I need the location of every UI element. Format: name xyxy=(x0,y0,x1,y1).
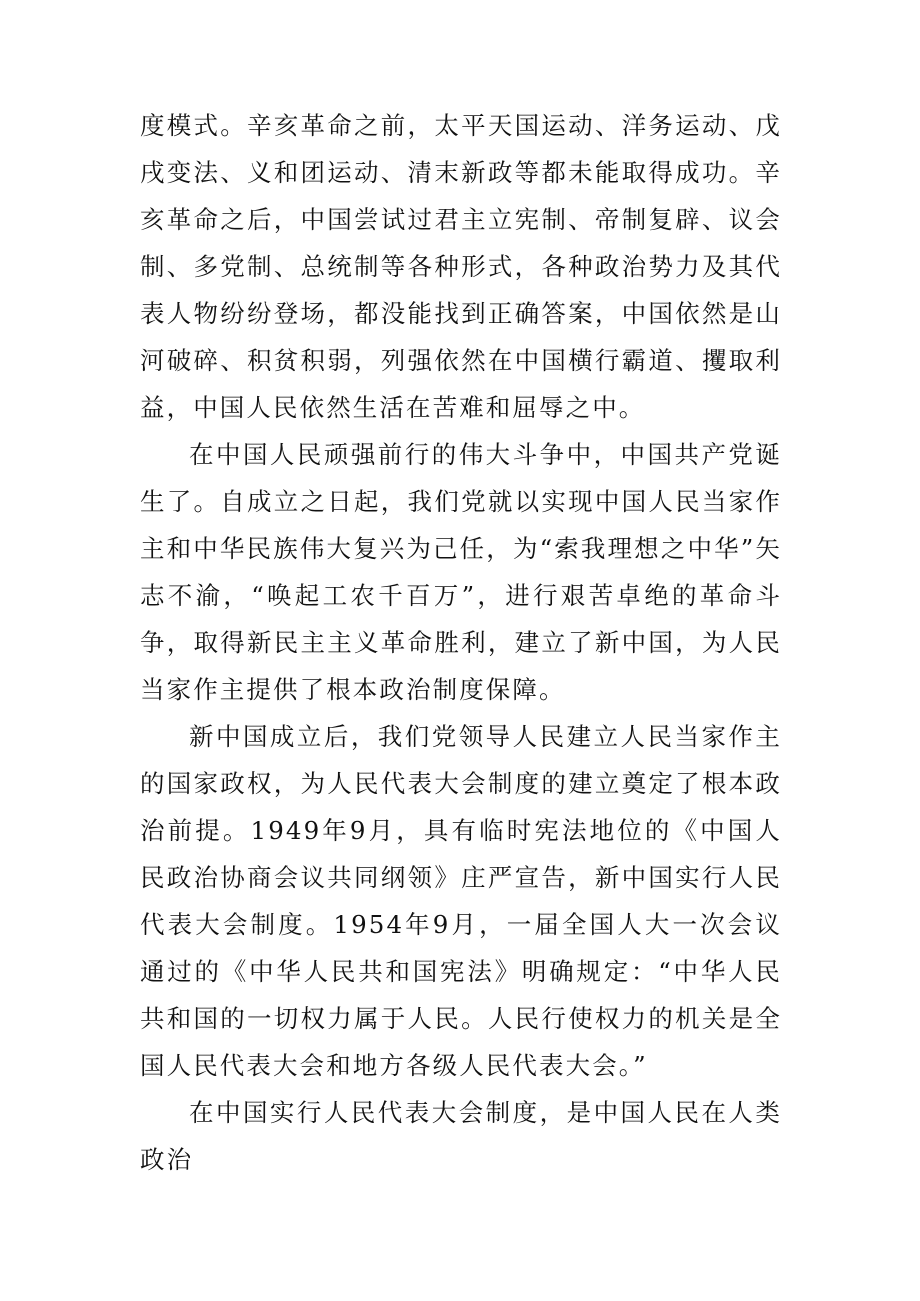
paragraph-new-china: 新中国成立后，我们党领导人民建立人民当家作主的国家政权，为人民代表大会制度的建立奠定了根本政治前提。1949年9月，具有临时宪法地位的《中国人民政治协商会议共同纲领》庄严宣告，新中国实行人民代表大会制度。1954年9月，一届全国人大一次会议通过的《中华人民共和国宪法》明确规定：“中华人民共和国的一切权力属于人民。人民行使权力的机关是全国人民代表大会和地方各级人民代表大会。” xyxy=(140,722,782,1080)
paragraph-cpc-founding: 在中国人民顽强前行的伟大斗争中，中国共产党诞生了。自成立之日起，我们党就以实现中国人民当家作主和中华民族伟大复兴为己任，为“索我理想之中华”矢志不渝，“唤起工农千百万”，进行艰苦卓绝的革命斗争，取得新民主主义革命胜利，建立了新中国，为人民当家作主提供了根本政治制度保障。 xyxy=(140,440,782,704)
document-body xyxy=(140,102,782,1183)
paragraph-npc-system: 在中国实行人民代表大会制度，是中国人民在人类政治 xyxy=(140,1098,782,1174)
paragraph-continued: 度模式。辛亥革命之前，太平天国运动、洋务运动、戊戌变法、义和团运动、清末新政等都未能取得成功。辛亥革命之后，中国尝试过君主立宪制、帝制复辟、议会制、多党制、总统制等各种形式，各种政治势力及其代表人物纷纷登场，都没能找到正确答案，中国依然是山河破碎、积贫积弱，列强依然在中国横行霸道、攫取利益，中国人民依然生活在苦难和屈辱之中。 xyxy=(140,111,782,422)
